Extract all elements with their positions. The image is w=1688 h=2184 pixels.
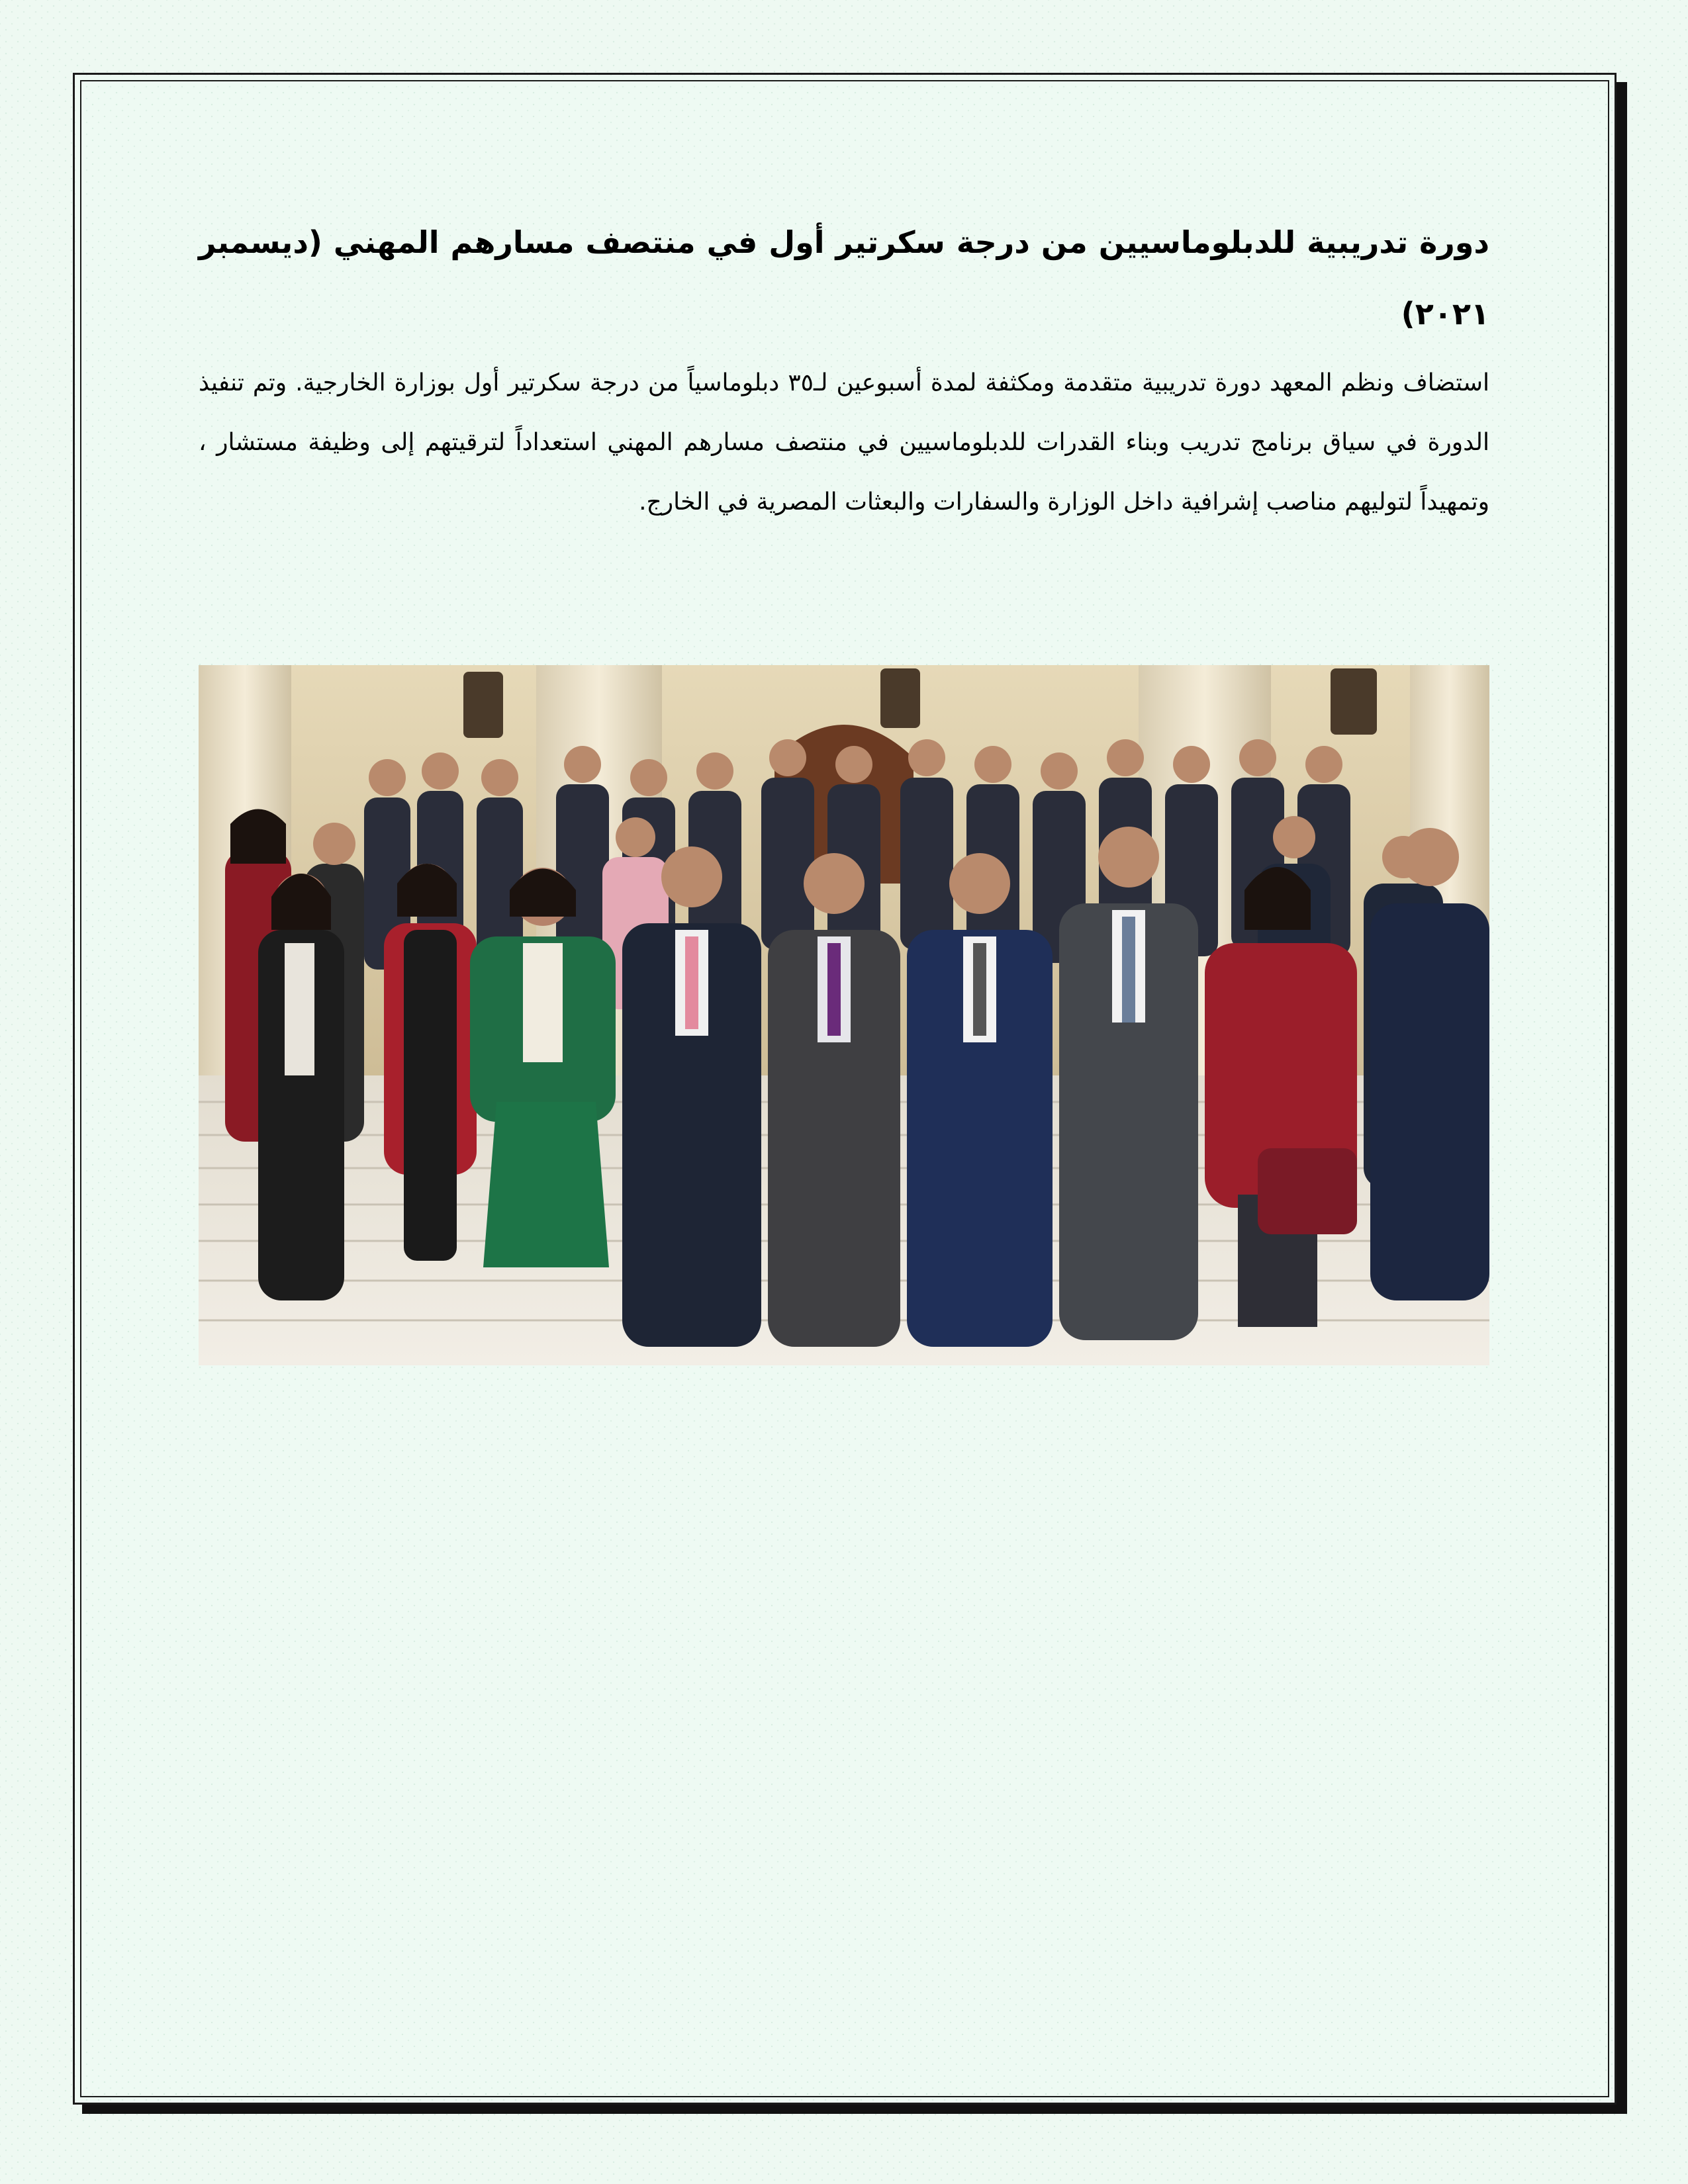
document-paragraph: استضاف ونظم المعهد دورة تدريبية متقدمة ومكثفة لمدة أسبوعين لـ٣٥ دبلوماسياً من درجة سكرتير أول بوزارة الخارجية. وتم تنفيذ الدورة في سياق برنامج تدريب وبناء القدرات للدبلوماسيين في منتصف مسارهم المهني استعداداً لترقيتهم إلى وظيفة مستشار ، وتمهيداً لتوليهم مناصب إشرافية داخل الوزارة والسفارات والبعثات المصرية في الخارج. [199, 369, 1489, 516]
group-photo [199, 665, 1489, 1365]
document-content [199, 199, 1489, 532]
document-title: دورة تدريبية للدبلوماسيين من درجة سكرتير أول في منتصف مسارهم المهني (ديسمبر ٢٠٢١) [199, 224, 1489, 332]
group-photo-illustration [199, 665, 1489, 1365]
